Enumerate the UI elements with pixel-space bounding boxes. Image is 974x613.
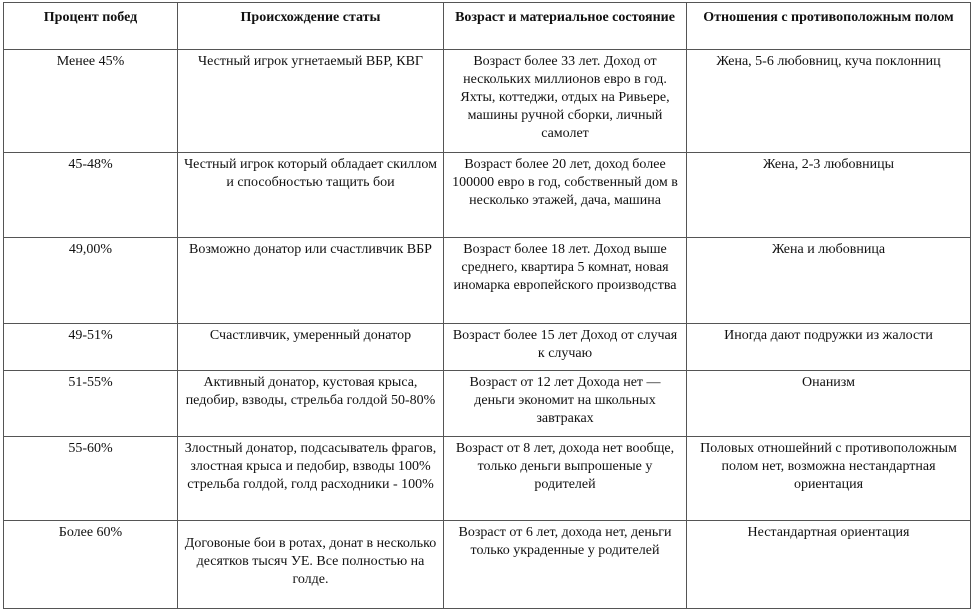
cell-relations: Жена и любовница xyxy=(687,238,971,324)
cell-age-wealth: Возраст от 8 лет, дохода нет вообще, только деньги выпрошеные у родителей xyxy=(444,437,687,521)
cell-percent: 49,00% xyxy=(4,238,178,324)
cell-relations: Жена, 5-6 любовниц, куча поклонниц xyxy=(687,50,971,153)
cell-age-wealth: Возраст более 33 лет. Доход от нескольких миллионов евро в год. Яхты, коттеджи, отдых на Ривьере, машины ручной сборки, личный самолет xyxy=(444,50,687,153)
table-row xyxy=(4,371,971,437)
cell-percent: 49-51% xyxy=(4,324,178,371)
table-header-row xyxy=(4,3,971,50)
cell-relations: Нестандартная ориентация xyxy=(687,521,971,609)
header-relations: Отношения с противоположным полом xyxy=(687,3,971,50)
cell-relations: Онанизм xyxy=(687,371,971,437)
table-row xyxy=(4,437,971,521)
cell-relations: Иногда дают подружки из жалости xyxy=(687,324,971,371)
cell-percent: 45-48% xyxy=(4,153,178,238)
page xyxy=(3,2,970,608)
header-win-percent: Процент побед xyxy=(4,3,178,50)
cell-relations: Жена, 2-3 любовницы xyxy=(687,153,971,238)
cell-origin: Честный игрок который обладает скиллом и способностью тащить бои xyxy=(178,153,444,238)
cell-percent: 51-55% xyxy=(4,371,178,437)
cell-relations: Половых отношейний с противоположным полом нет, возможна нестандартная ориентация xyxy=(687,437,971,521)
table-row xyxy=(4,50,971,153)
cell-origin: Злостный донатор, подсасыватель фрагов, злостная крыса и педобир, взводы 100% стрельба голдой, голд расходники - 100% xyxy=(178,437,444,521)
cell-age-wealth: Возраст более 15 лет Доход от случая к случаю xyxy=(444,324,687,371)
cell-age-wealth: Возраст более 18 лет. Доход выше среднего, квартира 5 комнат, новая иномарка европейского производства xyxy=(444,238,687,324)
cell-origin: Возможно донатор или счастливчик ВБР xyxy=(178,238,444,324)
header-age-wealth: Возраст и материальное состояние xyxy=(444,3,687,50)
table-row xyxy=(4,238,971,324)
stats-table xyxy=(3,2,971,609)
cell-age-wealth: Возраст более 20 лет, доход более 100000 евро в год, собственный дом в несколько этажей, дача, машина xyxy=(444,153,687,238)
header-stat-origin: Происхождение статы xyxy=(178,3,444,50)
table-row xyxy=(4,324,971,371)
cell-age-wealth: Возраст от 12 лет Дохода нет — деньги экономит на школьных завтраках xyxy=(444,371,687,437)
cell-origin: Договоные бои в ротах, донат в несколько десятков тысяч УЕ. Все полностью на голде. xyxy=(178,521,444,609)
cell-origin: Честный игрок угнетаемый ВБР, КВГ xyxy=(178,50,444,153)
cell-percent: 55-60% xyxy=(4,437,178,521)
cell-origin: Счастливчик, умеренный донатор xyxy=(178,324,444,371)
cell-percent: Более 60% xyxy=(4,521,178,609)
cell-percent: Менее 45% xyxy=(4,50,178,153)
table-row xyxy=(4,153,971,238)
table-row xyxy=(4,521,971,609)
cell-origin: Активный донатор, кустовая крыса, педобир, взводы, стрельба голдой 50-80% xyxy=(178,371,444,437)
cell-age-wealth: Возраст от 6 лет, дохода нет, деньги только украденные у родителей xyxy=(444,521,687,609)
